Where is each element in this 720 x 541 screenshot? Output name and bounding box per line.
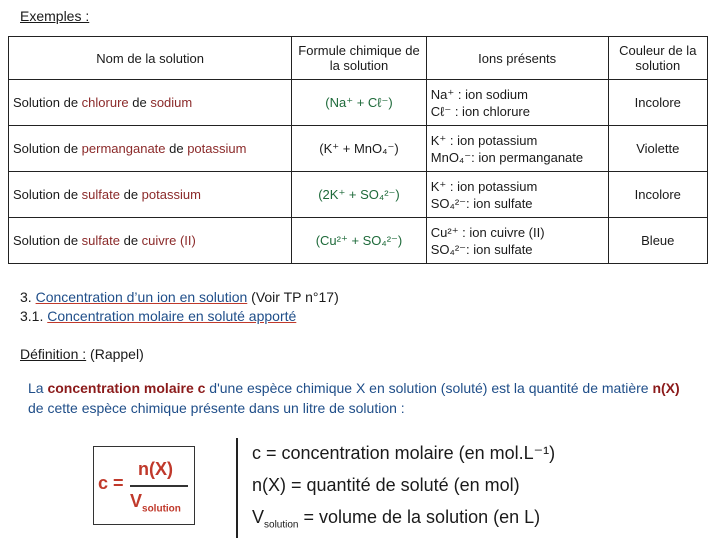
- definition-label: Définition : (Rappel): [20, 346, 144, 362]
- formula-numerator: n(X): [138, 459, 173, 479]
- fraction-bar: [130, 485, 188, 487]
- solution-color: Bleue: [608, 218, 707, 264]
- solutions-table: [8, 36, 708, 264]
- legend-v: $V_{solution}$ = volume de la solution (en L): [252, 507, 541, 531]
- header-formula: Formule chimique de la solution: [292, 37, 427, 80]
- legend-separator: [236, 438, 238, 538]
- solution-formula: (Na⁺ + Cℓ⁻): [292, 80, 427, 126]
- definition-paragraph: La concentration molaire c d'une espèce chimique X en solution (soluté) est la quantité de matière n(X) de cette espèce chimique présente dans un litre de solution :: [28, 380, 680, 416]
- solution-name: Solution de sulfate de potassium: [9, 172, 292, 218]
- solution-name: Solution de sulfate de cuivre (II): [9, 218, 292, 264]
- solution-formula: (Cu²⁺ + SO₄²⁻): [292, 218, 427, 264]
- solution-ions: Cu²⁺ : ion cuivre (II) SO₄²⁻: ion sulfate: [426, 218, 608, 264]
- solution-color: Incolore: [608, 172, 707, 218]
- section-3-title: 3. Concentration d’un ion en solution (Voir TP n°17): [20, 289, 339, 305]
- solution-ions: K⁺ : ion potassium MnO₄⁻: ion permanganate: [426, 126, 608, 172]
- examples-heading: Exemples :: [20, 8, 90, 24]
- table-row: [9, 218, 708, 264]
- legend-c: c = concentration molaire (en mol.L⁻¹): [252, 443, 556, 463]
- legend-n: n(X) = quantité de soluté (en mol): [252, 475, 520, 495]
- header-name: Nom de la solution: [9, 37, 292, 80]
- section-3-1-title: 3.1. Concentration molaire en soluté apporté: [20, 308, 297, 324]
- solution-ions: Na⁺ : ion sodium Cℓ⁻ : ion chlorure: [426, 80, 608, 126]
- solution-color: Violette: [608, 126, 707, 172]
- solution-ions: K⁺ : ion potassium SO₄²⁻: ion sulfate: [426, 172, 608, 218]
- concentration-formula-box: [93, 446, 195, 525]
- solution-formula: (2K⁺ + SO₄²⁻): [292, 172, 427, 218]
- solution-color: Incolore: [608, 80, 707, 126]
- formula-denominator: $V_{solution}$: [130, 491, 181, 515]
- table-row: [9, 126, 708, 172]
- header-color: Couleur de la solution: [608, 37, 707, 80]
- table-row: [9, 80, 708, 126]
- table-row: [9, 172, 708, 218]
- solution-name: Solution de chlorure de sodium: [9, 80, 292, 126]
- table-header-row: [9, 37, 708, 80]
- section-3-headings: [20, 288, 339, 326]
- header-ions: Ions présents: [426, 37, 608, 80]
- solution-name: Solution de permanganate de potassium: [9, 126, 292, 172]
- formula-lhs: c =: [98, 473, 124, 493]
- solution-formula: (K⁺ + MnO₄⁻): [292, 126, 427, 172]
